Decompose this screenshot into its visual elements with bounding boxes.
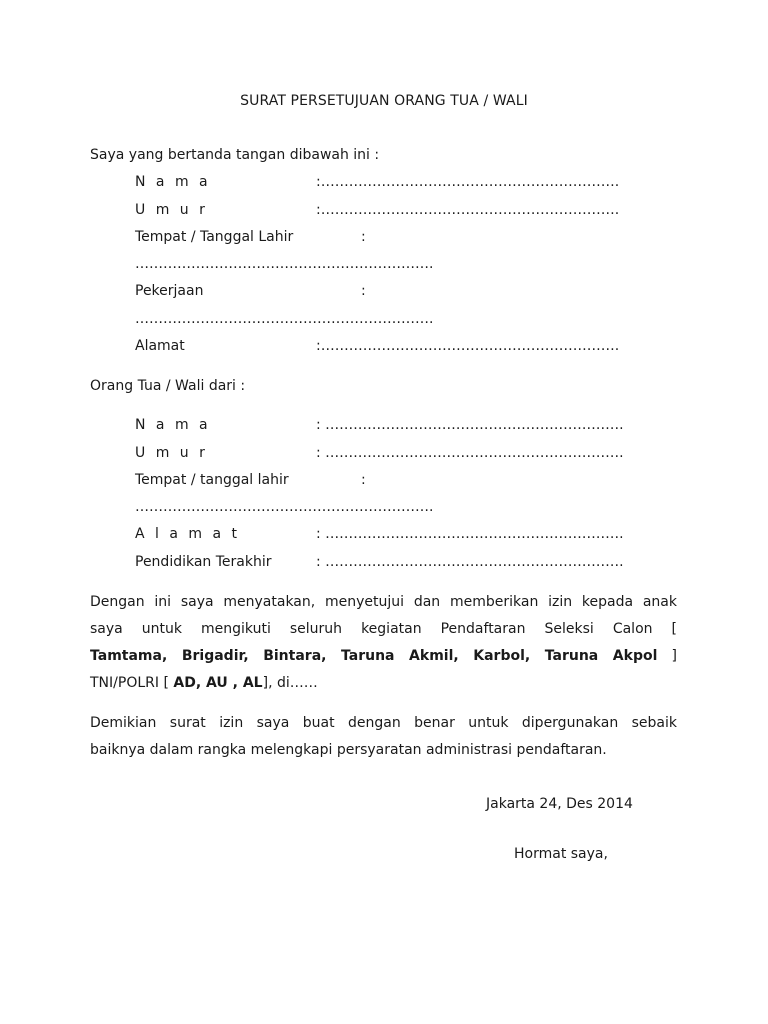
document-title: SURAT PERSETUJUAN ORANG TUA / WALI [240, 93, 528, 109]
statement-options-bold: Tamtama, Brigadir, Bintara, Taruna Akmil, Karbol, Taruna Akpol [90, 648, 658, 664]
statement-line-2: saya untuk mengikuti seluruh kegiatan Pendaftaran Seleksi Calon [ [90, 621, 677, 637]
parent-ttl-colon: : [361, 229, 366, 245]
closing-line-1: Demikian surat izin saya buat dengan benar untuk dipergunakan sebaik [90, 715, 677, 731]
parent-umur-value: :………………………………………………………. [316, 202, 620, 218]
parent-nama-value: :………………………………………………………. [316, 174, 620, 190]
statement-tni-polri: TNI/POLRI [ [90, 675, 169, 691]
child-pendidikan-label: Pendidikan Terakhir [135, 554, 272, 570]
statement-branches-bold: AD, AU , AL [173, 675, 263, 691]
parent-alamat-value: :………………………………………………………. [316, 338, 620, 354]
child-alamat-value: : ………………………………………………………. [316, 526, 624, 542]
child-ttl-colon: : [361, 472, 366, 488]
child-ttl-value: ………………………………………………………. [135, 499, 434, 515]
parent-umur-label: U m u r [135, 202, 208, 218]
child-umur-value: : ………………………………………………………. [316, 445, 624, 461]
child-heading: Orang Tua / Wali dari : [90, 378, 246, 394]
statement-bracket-close: ] [671, 648, 677, 664]
parent-ttl-label: Tempat / Tanggal Lahir [135, 229, 294, 245]
child-nama-value: : ………………………………………………………. [316, 417, 624, 433]
closing-line-2: baiknya dalam rangka melengkapi persyaratan administrasi pendaftaran. [90, 742, 607, 758]
parent-nama-label: N a m a [135, 174, 211, 190]
child-pendidikan-value: : ………………………………………………………. [316, 554, 624, 570]
parent-pekerjaan-value: ………………………………………………………. [135, 311, 434, 327]
parent-alamat-label: Alamat [135, 338, 185, 354]
statement-location: ], di…… [262, 675, 318, 691]
child-alamat-label: A l a m a t [135, 526, 241, 542]
child-umur-label: U m u r [135, 445, 208, 461]
parent-ttl-value: ………………………………………………………. [135, 256, 434, 272]
intro-text: Saya yang bertanda tangan dibawah ini : [90, 147, 380, 163]
closing-paragraph [90, 710, 677, 764]
place-date: Jakarta 24, Des 2014 [486, 796, 633, 812]
regards-text: Hormat saya, [514, 846, 608, 862]
statement-line-1: Dengan ini saya menyatakan, menyetujui dan memberikan izin kepada anak [90, 594, 677, 610]
statement-line-3 [90, 643, 677, 670]
child-ttl-label: Tempat / tanggal lahir [135, 472, 289, 488]
statement-line-4 [90, 670, 677, 697]
parent-pekerjaan-label: Pekerjaan [135, 283, 204, 299]
child-nama-label: N a m a [135, 417, 211, 433]
parent-pekerjaan-colon: : [361, 283, 366, 299]
statement-paragraph [90, 589, 677, 697]
